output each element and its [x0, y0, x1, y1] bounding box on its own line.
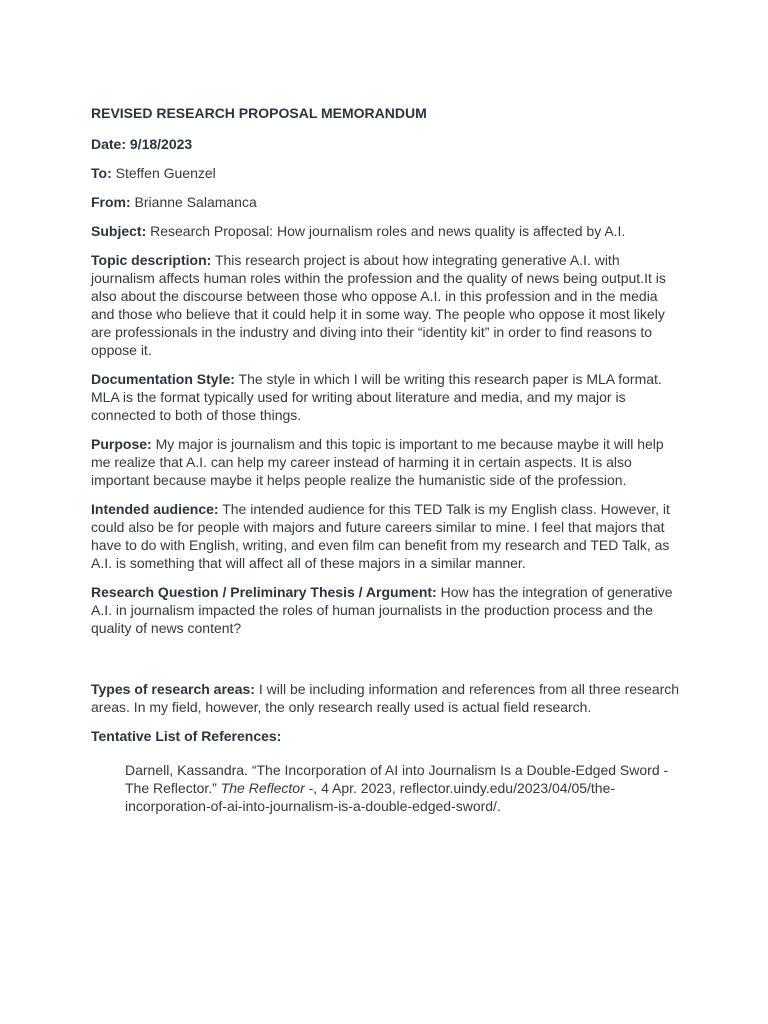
memo-from: [91, 193, 681, 211]
to-value: Steffen Guenzel: [111, 165, 216, 181]
question-label: Research Question / Preliminary Thesis / Argument:: [91, 584, 437, 600]
purpose-value: My major is journalism and this topic is important to me because maybe it will help me realize that A.I. can help my career instead of harming it in certain aspects. It is also important because maybe it helps people realize the humanistic side of the profession.: [91, 436, 664, 488]
topic-description: [91, 251, 681, 359]
reference-entry: [125, 761, 685, 815]
to-label: To:: [91, 165, 112, 181]
memo-subject: [91, 222, 681, 240]
memo-to: [91, 164, 681, 182]
question-value: How has the integration of generative A.I. in journalism impacted the roles of human journalists in the production process and the quality of news content?: [91, 584, 673, 636]
from-label: From:: [91, 194, 131, 210]
intended-audience: [91, 500, 681, 572]
references-label: Tentative List of References:: [91, 728, 282, 744]
doc-style-label: Documentation Style:: [91, 371, 235, 387]
audience-label: Intended audience:: [91, 501, 219, 517]
research-question: [91, 583, 681, 637]
doc-style-value: The style in which I will be writing this research paper is MLA format. MLA is the format typically used for writing about literature and media, and my major is connected to both of those things.: [91, 371, 662, 423]
subject-label: Subject:: [91, 223, 147, 239]
topic-label: Topic description:: [91, 252, 212, 268]
from-value: Brianne Salamanca: [130, 194, 257, 210]
reference-publication: The Reflector: [220, 780, 305, 796]
date-label: Date: 9/18/2023: [91, 136, 193, 152]
references-heading: [91, 727, 681, 745]
topic-value: This research project is about how integrating generative A.I. with journalism affects human roles within the profession and the quality of news being output.It is also about the discourse between those who oppose A.I. in this profession and in the media and those who believe that it could help it in some way. The people who oppose it most likely are professionals in the industry and diving into their “identity kit” in order to find reasons to oppose it.: [91, 252, 666, 358]
purpose: [91, 435, 681, 489]
areas-value: I will be including information and references from all three research areas. In my field, however, the only research really used is actual field research.: [91, 681, 680, 715]
subject-value: Research Proposal: How journalism roles and news quality is affected by A.I.: [146, 223, 626, 239]
documentation-style: [91, 370, 681, 424]
memo-document: [91, 104, 681, 815]
research-areas: [91, 680, 681, 716]
purpose-label: Purpose:: [91, 436, 152, 452]
audience-value: The intended audience for this TED Talk is my English class. However, it could also be for people with majors and future careers similar to mine. I feel that majors that have to do with English, writing, and even film can benefit from my research and TED Talk, as A.I. is something that will affect all of these majors in a similar manner.: [91, 501, 670, 571]
reference-text-post: -, 4 Apr. 2023, reflector.uindy.edu/2023/04/05/the-incorporation-of-ai-into-journalism-is-a-double-edged-sword/.: [125, 780, 616, 814]
memo-date: [91, 135, 681, 153]
memo-title: REVISED RESEARCH PROPOSAL MEMORANDUM: [91, 105, 427, 121]
spacer: [91, 648, 681, 680]
reference-text-pre: Darnell, Kassandra. “The Incorporation of AI into Journalism Is a Double-Edged Sword - The Reflector.”: [125, 762, 669, 796]
areas-label: Types of research areas:: [91, 681, 255, 697]
